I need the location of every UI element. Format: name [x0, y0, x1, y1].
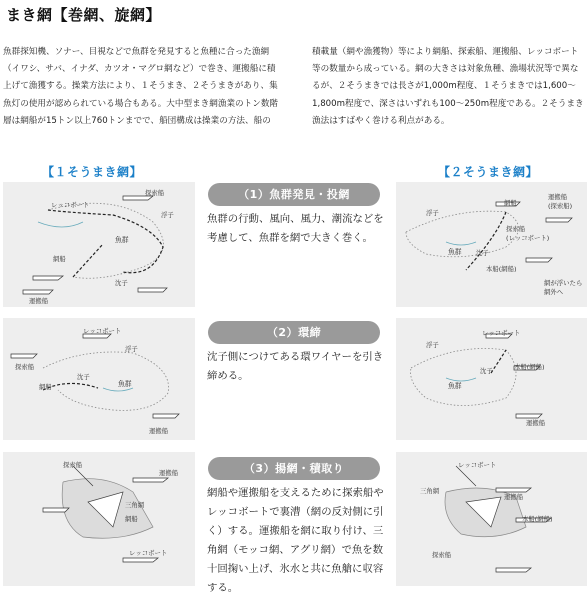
label-main-ship: 本船(網船) — [522, 515, 553, 523]
label-search-ship: 探索船 — [15, 363, 35, 371]
label-net-ship: 網船 — [39, 383, 52, 391]
label-carrier-ship: 運搬船 — [29, 297, 49, 305]
step-2-label: （2）環締 — [208, 321, 380, 344]
diagram-one-boat-step3 — [3, 452, 195, 586]
label-carrier-ship: 運搬船 — [526, 419, 546, 427]
intro-right-text: 積載量（網や漁獲物）等により網船、探索船、運搬船、レッコボート等の数量から成っている。網の大きさは対象魚種、漁場状況等で異なるが、２そうまきでは長さが1,000m程度、１そうまきでは1,600～1,800m程度で、深さはいずれも100～250m程度である。２そうまき漁法はすばやく巻ける利点がある。 — [312, 47, 584, 126]
label-recco-boat: レッコボート — [51, 201, 90, 209]
diagram-two-boat-step3 — [396, 452, 587, 586]
label-search-recco: 探索船 (レッコボート) — [506, 225, 550, 242]
label-carrier-ship: 運搬船 — [149, 427, 169, 435]
heading-one-boat: 【１そうまき網】 — [42, 165, 143, 179]
label-fish-school: 魚群 — [115, 236, 129, 244]
label-net-ship: 網船 — [125, 515, 138, 523]
step-3-label: （3）揚網・積取り — [208, 457, 380, 480]
label-search-ship: 探索船 — [432, 551, 452, 559]
purse-tightening-drawing — [3, 318, 195, 440]
page-title: まき網【巻網、旋網】 — [6, 6, 162, 24]
step-3-desc: 網船や運搬船を支えるために探索船やレッコボートで裏漕（網の反対側に引く）する。運搬船を網に取り付け、三角網（モッコ網、アグリ網）で魚を数十回掬い上げ、氷水と共に魚艙に収容する。 — [207, 487, 384, 594]
hauling-drawing-2 — [396, 452, 587, 586]
label-fish-school: 魚群 — [448, 382, 462, 390]
label-fish-school: 魚群 — [118, 380, 132, 388]
step-2-desc: 沈子側につけてある環ワイヤーを引き締める。 — [207, 351, 384, 382]
label-carrier-ship: 運搬船 — [504, 493, 524, 501]
label-float: 浮子 — [426, 341, 439, 349]
label-recco-boat: レッコボート — [458, 461, 497, 469]
label-float: 浮子 — [426, 209, 439, 217]
net-encircle-drawing — [3, 182, 195, 307]
label-sinker: 沈子 — [115, 279, 128, 287]
label-sinker: 沈子 — [480, 367, 493, 375]
label-note: 網が浮いたら 網外へ — [544, 279, 583, 296]
label-sinker: 沈子 — [476, 249, 489, 257]
label-search-ship: 探索船 — [63, 461, 83, 469]
label-main-ship: 本船(網船) — [486, 265, 517, 273]
diagram-two-boat-step1 — [396, 182, 587, 307]
label-sinker: 沈子 — [77, 373, 90, 381]
label-recco-boat: レッコボート — [482, 329, 521, 337]
label-net-ship: 網船 — [504, 199, 517, 207]
label-carrier-ship: 運搬船 — [159, 469, 179, 477]
label-triangle-net: 三角網 — [125, 501, 145, 509]
label-net-ship: 網船 — [53, 255, 66, 263]
label-carrier-search: 運搬船 (探索船) — [548, 193, 573, 210]
step-1-desc: 魚群の行動、風向、風力、潮流などを考慮して、魚群を網で大きく巻く。 — [207, 213, 384, 244]
intro-left-text: 魚群探知機、ソナー、目視などで魚群を発見すると魚種に合った漁網（イワシ、サバ、イナダ、カツオ・マグロ網など）で巻き、運搬船に積上げて漁獲する。操業方法により、１そうまき、２そうまきがあり、集魚灯の使用が認められている場合もある。大中型まき網漁業のトン数階層は網船が15トン以上760トンまでで、船団構成は操業の方法、船の — [3, 47, 279, 126]
diagram-two-boat-step2 — [396, 318, 587, 440]
label-float: 浮子 — [125, 345, 138, 353]
label-fish-school: 魚群 — [448, 248, 462, 256]
label-recco-boat: レッコボート — [83, 327, 122, 335]
label-recco-boat: レッコボート — [129, 549, 168, 557]
step-1-label: （1）魚群発見・投網 — [208, 183, 380, 206]
heading-two-boat: 【２そうまき網】 — [438, 165, 539, 179]
label-search-ship: 探索船 — [145, 189, 165, 197]
label-triangle-net: 三角網 — [420, 487, 440, 495]
label-main-ship: 本船(網船) — [514, 363, 545, 371]
label-float: 浮子 — [161, 211, 174, 219]
diagram-one-boat-step2 — [3, 318, 195, 440]
diagram-one-boat-step1 — [3, 182, 195, 307]
